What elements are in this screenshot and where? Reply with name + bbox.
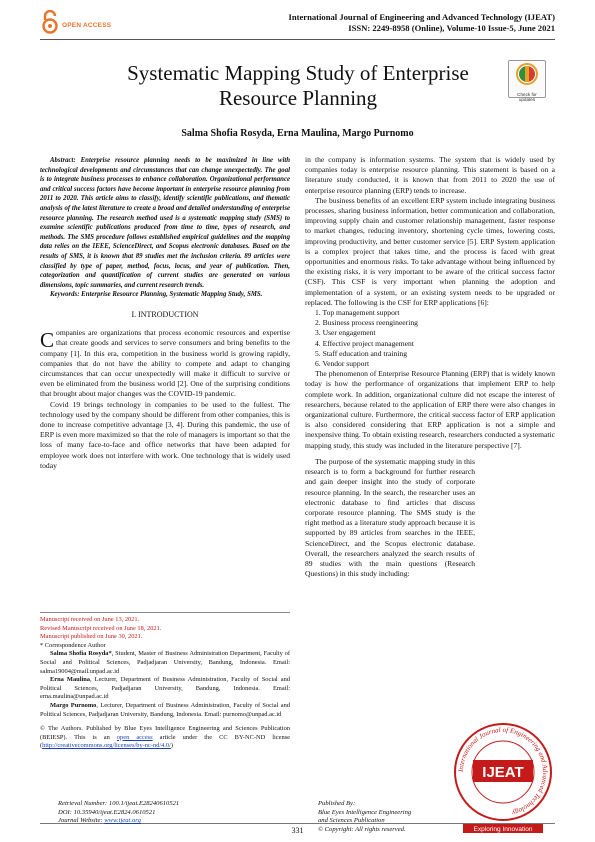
journal-website xyxy=(58,817,179,826)
ijeat-seal-icon xyxy=(451,710,555,834)
author-3-name: Margo Purnomo xyxy=(50,701,97,709)
seal-tagline: Exploring Innovation xyxy=(473,826,533,833)
open-access-label: OPEN ACCESS xyxy=(62,22,112,29)
list-item: 4. Effective project management xyxy=(315,338,414,348)
open-access-lock-icon xyxy=(40,10,60,34)
author-affiliation-1 xyxy=(40,650,290,676)
section-heading-introduction: I. INTRODUCTION xyxy=(131,309,199,319)
ijeat-seal-logo xyxy=(451,710,555,834)
open-access-logo xyxy=(40,8,110,40)
journal-name: International Journal of Engineering and Advanced Technology (IJEAT) xyxy=(288,12,555,22)
csf-list xyxy=(305,308,555,369)
correspondence-note: * Correspondence Author xyxy=(40,641,106,649)
author-2-name: Erna Maulina xyxy=(50,676,90,684)
right-paragraph-3: The purpose of the systematic mapping study in this research is to form a background for further research and gain deeper insight into the study of corporate resource planning. In the search, the researcher uses an electronic database to find articles that discuss corporate resource planning. The SMS study is the right method as a literature study approach because it is supported by 89 articles from searches in the IEEE, ScienceDirect, and the Scopus electronic database. Overall, the researchers analyzed the search results of 89 studies with the main questions (Research Questions) in this study including: xyxy=(305,456,475,579)
keywords xyxy=(40,290,290,300)
notes-separator xyxy=(40,612,290,613)
author-1-details: , Student, Master of Business Administration Department, Faculty of Social and Political Sciences, Padjadjaran University, Bandung, Indonesia. Email: salma19004@mail.unpad.ac.id xyxy=(40,650,290,675)
title-line-1: Systematic Mapping Study of Enterprise xyxy=(127,61,469,85)
badge-text: Check for updates xyxy=(517,92,537,102)
intro-paragraph-1 xyxy=(40,328,290,399)
seal-ring-text: International Journal of Engineering and Advanced Technology xyxy=(456,725,550,817)
open-access-link[interactable]: open access xyxy=(116,733,153,741)
list-item: 2. Business process reengineering xyxy=(315,318,418,328)
keywords-label: Keywords: xyxy=(50,291,80,299)
author-3-details: , Lecturer, Department of Business Administration, Faculty of Social and Political Sciences, Padjadjaran University, Bandung, Indonesia. Email: purnomo@unpad.ac.id xyxy=(40,701,290,718)
crossmark-icon xyxy=(509,61,545,87)
right-paragraph-1: The business benefits of an excellent ERP system include integrating business processes, sharing business information, better communication and collaboration, improving supply chain and customer relationship management, faster response to market changes, reducing inventory, shortening cycle times, lowering costs, improving productivity, and better customer service [5]. ERP System application is a complex project that takes time, and the process is faced with great opportunities and enormous risks. To take advantage without being influenced by the existing risks, it is very important to be aware of the critical success factor (CSF). This CSF is very important when planning the adoption and implementation of a system, or an existing system needs to be upgraded or replaced. The following is the CSF for ERP applications [6]: xyxy=(305,195,555,307)
revised-date: Revised Manuscript received on June 18, 2021. xyxy=(40,624,162,632)
author-2-details: , Lecturer, Department of Business Administration, Faculty of Social and Political Sciences, Padjadjaran University, Bandung, Indonesia. Email: erna.maulina@unpad.ac.id xyxy=(40,676,290,701)
footer-left xyxy=(58,800,179,826)
copyright-license xyxy=(40,725,290,751)
doi: DOI: 10.35940/ijeat.E2824.0610521 xyxy=(58,808,156,816)
list-item: 6. Vendor support xyxy=(315,359,370,369)
abstract-text: Enterprise resource planning needs to be maximized in line with technological developments and circumstances that can change unexpectedly. The goal is to integrate business processes to enhance collaboration. Organizational performance and critical success factors have become important in enterprise resource planning from 2011 to 2020. This article aims to classify, identify scientific publications, and thematic analysis of the latest literature to create a broad and detailed understanding of enterprise resource planning. The research method used is a systematic mapping study (SMS) to examine scientific publications produced from time to time, types of research, and methods. The SMS procedure follows established empirical guidelines and the mapping data relies on the IEEE, ScienceDirect, and Scopus electronic databases. Based on the results of SMS, it is known that 89 studies met the inclusion criteria. 89 articles were classified by type of paper, method, focus, locus, and year of publication. Then, categorization and quantification of current studies are generated on various dimensions, topic summaries, and current research trends. xyxy=(40,157,291,289)
published-by-label: Published By: xyxy=(318,800,356,807)
author-1-name: Salma Shofia Rosyda* xyxy=(50,650,112,658)
license-text-a: © The Authors. Published by Blue Eyes Intelligence Engineering and Sciences Publication (BEIESP). This is an xyxy=(40,725,290,741)
author-affiliation-2 xyxy=(40,676,290,702)
list-item: 3. User engagement xyxy=(315,328,376,338)
intro-paragraph-1-text: ompanies are organizations that process economic resources and expertise that create goods and services to serve consumers and bring benefits to the company [1]. In this era, competition in the business world is growing rapidly, companies that do not have the ability to compete and adapt to changing circumstances that can occur unexpectedly will make it difficult to survive or even be eliminated from the business world [2]. One of the surprising conditions that brought about major changes was the COVID-19 pandemic. xyxy=(40,328,290,399)
journal-issn: ISSN: 2249-8958 (Online), Volume-10 Issue-5, June 2021 xyxy=(348,23,555,33)
intro-paragraph-2: Covid 19 brings technology in companies to be used to the fullest. The technology used by the company should be different from other companies, this is done to increase competitive advantage [3, 4]. During this pandemic, the use of ERP is even more maximized so that the role of managers is important so that the loss of many face-to-face and office networks that have been adapted for employee work does not interfere with work. One technology that is widely used today xyxy=(40,399,290,470)
check-for-updates-badge[interactable] xyxy=(508,60,546,102)
received-date: Manuscript received on June 13, 2021. xyxy=(40,616,140,623)
license-text-c: ) xyxy=(170,742,174,750)
right-column xyxy=(305,155,555,579)
abstract xyxy=(40,156,290,290)
right-paragraph-0: in the company is information systems. The system that is widely used by companies today is enterprise resource planning. This statement is based on a literature study conducted, it is known that from 2011 to 2020 the use of enterprise resource planning (ERP) tends to increase. xyxy=(305,155,555,195)
right-paragraph-2: The phenomenon of Enterprise Resource Planning (ERP) that is widely known today is how the performance of organizations that implement ERP to help complete work. In addition, organizational culture did not escape the interest of researchers, because related to the application of ERP there were also changes in organizational culture. Furthermore, the critical success factor of ERP application is also considered considering that ERP application is not a simple and inexpensive thing. To obtain existing research, researchers conducted a systematic mapping study, this study was included in the literature perspective [7]. xyxy=(305,369,555,450)
keywords-text: Enterprise Resource Planning, Systematic Mapping Study, SMS. xyxy=(81,291,263,299)
publisher-name-2: and Sciences Publication xyxy=(318,817,385,825)
author-list: Salma Shofia Rosyda, Erna Maulina, Margo Purnomo xyxy=(181,128,414,139)
retrieval-number: Retrieval Number: 100.1/ijeat.E28240610521 xyxy=(58,800,180,807)
cc-license-link[interactable]: http://creativecommons.org/licenses/by-nc-nd/4.0/ xyxy=(42,742,171,750)
page-number: 331 xyxy=(291,826,304,835)
website-label: Journal Website: xyxy=(58,817,105,825)
rights-notice: © Copyright: All rights reserved. xyxy=(318,825,406,833)
footer-right xyxy=(318,800,411,834)
journal-website-link[interactable]: www.ijeat.org xyxy=(104,817,141,825)
drop-cap: C xyxy=(40,328,55,353)
abstract-label: Abstract: xyxy=(50,157,76,164)
manuscript-notes xyxy=(40,616,290,751)
license-text-b: article under the CC BY-NC-ND license ( xyxy=(40,733,290,750)
seal-center-text: IJEAT xyxy=(482,764,524,781)
header-rule xyxy=(40,39,555,40)
paper-title xyxy=(60,61,536,111)
journal-header xyxy=(288,12,555,34)
title-line-2: Resource Planning xyxy=(218,86,378,110)
author-affiliation-3 xyxy=(40,702,290,719)
list-item: 5. Staff education and training xyxy=(315,348,408,358)
left-column xyxy=(40,156,290,471)
published-date: Manuscript published on June 30, 2021. xyxy=(40,633,143,641)
list-item: 1. Top management support xyxy=(315,308,400,318)
publisher-name-1: Blue Eyes Intelligence Engineering xyxy=(318,808,412,816)
